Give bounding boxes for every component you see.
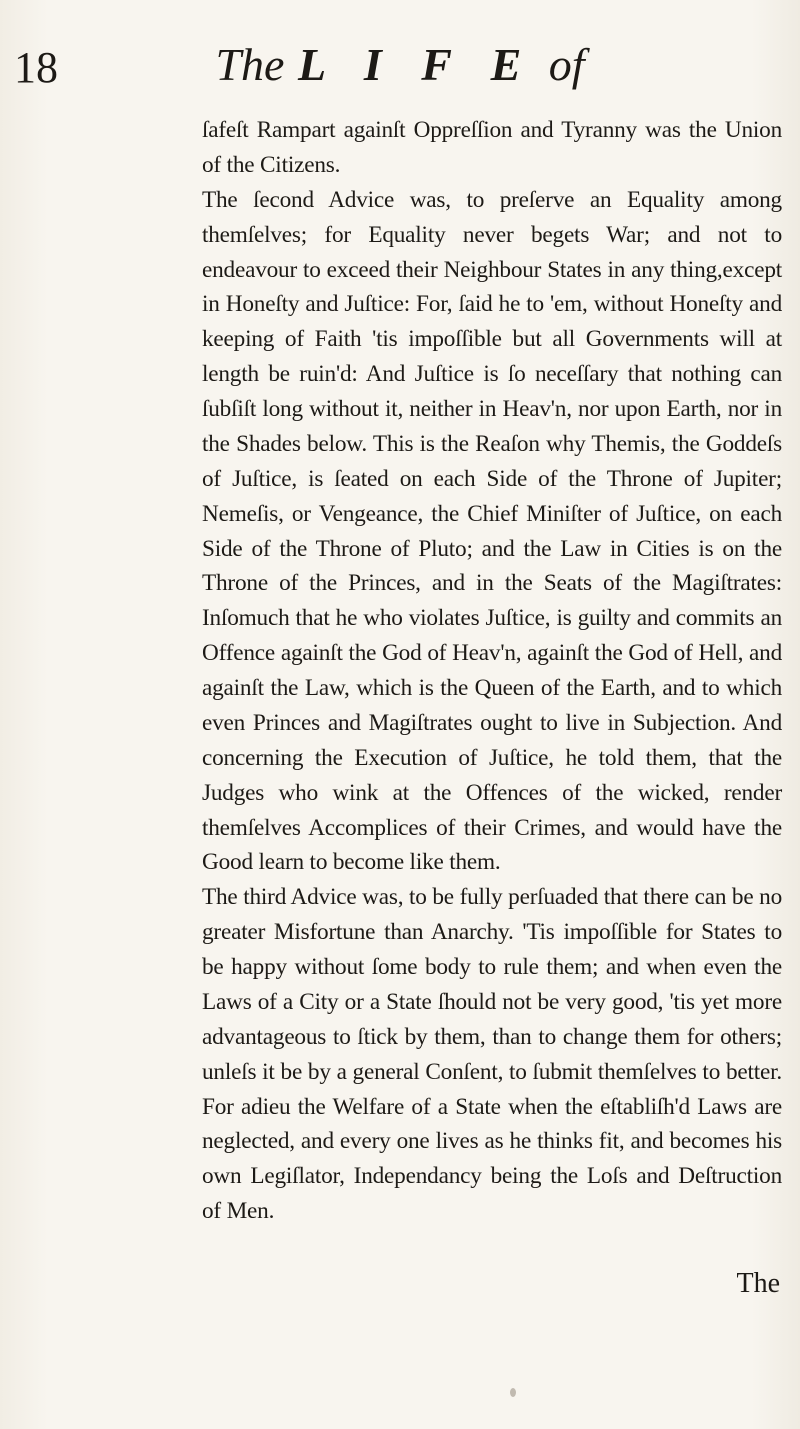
running-head-of: of — [548, 39, 585, 90]
paragraph-third-advice: The third Advice was, to be fully perſuaded that there can be no greater Misfortune than Anarchy. 'Tis impoſſible for States to be happy without ſome body to rule them; and when even the Laws of a City or a State ſhould not be very good, 'tis yet more advantageous to ſtick by them, than to change them for others; unleſs it be by a general Conſent, to ſubmit themſelves to better. For adieu the Welfare of a State when the eſtabliſh'd Laws are neglected, and every one lives as he thinks fit, and becomes his own Legiſlator, Independancy being the Loſs and Deſtruction of Men. — [202, 884, 782, 1225]
running-head-life: L I F E — [297, 39, 536, 90]
page-number: 18 — [14, 43, 58, 92]
ink-blot — [510, 1388, 516, 1397]
catchword: The — [736, 1268, 780, 1299]
paragraph-second-advice: The ſecond Advice was, to preſerve an Equality among themſelves; for Equality never begets War; and not to endeavour to exceed their Neighbour States in any thing,except in Honeſty and Juſtice: For, ſaid he to 'em, without Honeſty and keeping of Faith 'tis impoſſible but all Governments will at length be ruin'd: And Juſtice is ſo neceſſary that nothing can ſubſiſt long without it, neither in Heav'n, nor upon Earth, nor in the Shades below. This is the Reaſon why Themis, the Goddeſs of Juſtice, is ſeated on each Side of the Throne of Jupiter; Nemeſis, or Vengeance, the Chief Miniſter of Juſtice, on each Side of the Throne of Pluto; and the Law in Cities is on the Throne of the Princes, and in the Seats of the Magiſtrates: Inſomuch that he who violates Juſtice, is guilty and commits an Offence againſt the God of Heav'n, againſt the God of Hell, and againſt the Law, which is the Queen of the Earth, and to which even Princes and Magiſtrates ought to live in Subjection. And concerning the Execution of Juſtice, he told them, that the Judges who wink at the Offences of the wicked, render themſelves Accomplices of their Crimes, and would have the Good learn to become like them. — [202, 186, 782, 876]
page-header — [0, 40, 800, 100]
running-head-the: The — [215, 39, 285, 90]
paragraph-continuation: ſafeſt Rampart againſt Oppreſſion and Tyranny was the Union of the Citizens. — [202, 117, 782, 178]
body-text — [202, 113, 782, 1229]
running-head — [0, 40, 800, 90]
